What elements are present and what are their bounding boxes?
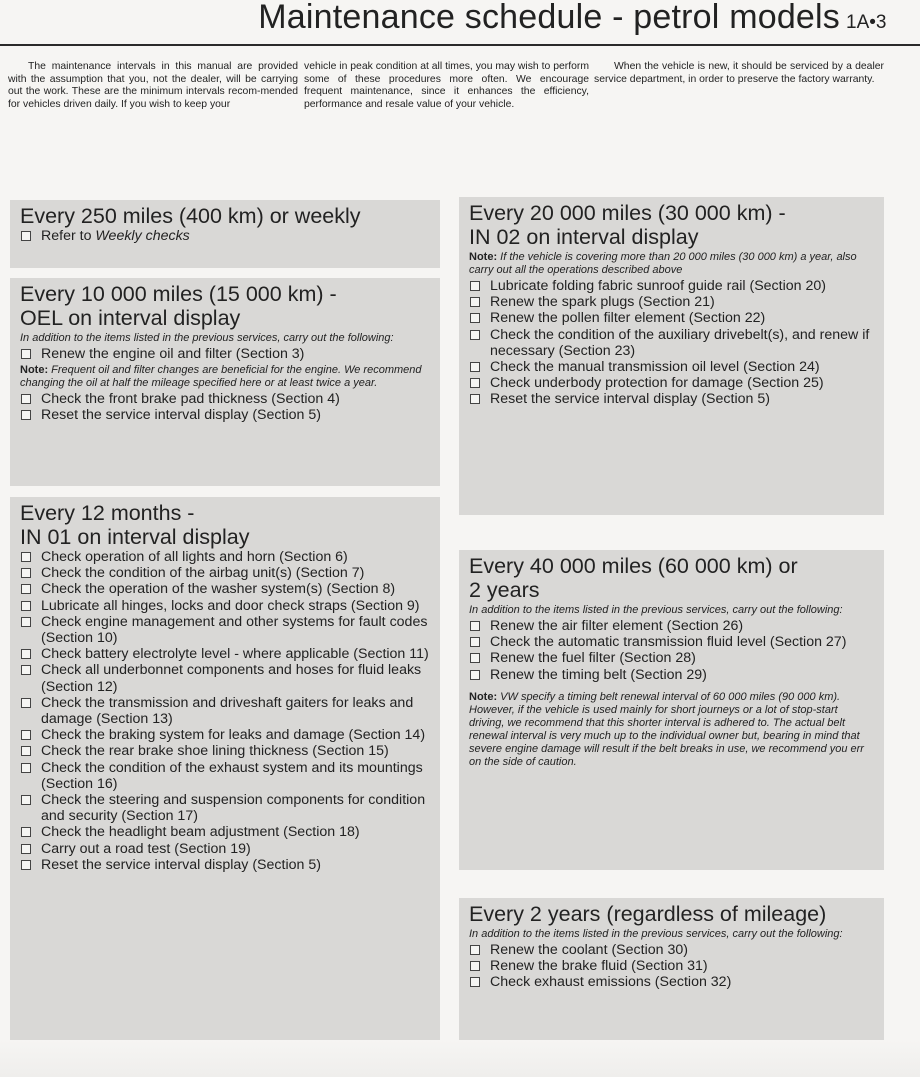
page-header xyxy=(0,0,920,50)
checklist-item-label: Renew the pollen filter element (Section 22) xyxy=(490,310,766,327)
checkbox[interactable] xyxy=(21,860,31,870)
page-number: 1A•3 xyxy=(846,12,887,33)
section-note xyxy=(20,364,432,390)
checkbox[interactable] xyxy=(21,394,31,404)
checklist-item xyxy=(20,662,432,694)
checklist-item xyxy=(20,565,432,581)
intro-column-2 xyxy=(304,61,589,111)
checklist-item-label: Lubricate folding fabric sunroof guide rail (Section 20) xyxy=(490,278,826,294)
note-text: Frequent oil and filter changes are beneficial for the engine. We recommend changing the oil at half the mileage specified here or at least twice a year. xyxy=(20,364,422,390)
checklist-item-label: Check the braking system for leaks and damage (Section 14) xyxy=(41,727,426,744)
section-title-line-1: Every 40 000 miles (60 000 km) or xyxy=(469,554,798,578)
checklist-item-label: Check the condition of the exhaust system and its mountings (Section 16) xyxy=(41,759,423,792)
checklist-item-label: Renew the air filter element (Section 26) xyxy=(490,618,744,634)
checklist-item xyxy=(20,792,432,824)
checkbox[interactable] xyxy=(21,568,31,578)
section-title: Every 250 miles (400 km) or weekly xyxy=(20,204,361,228)
checklist-item xyxy=(469,391,876,407)
checkbox[interactable] xyxy=(470,637,480,647)
intro-text-1: The maintenance intervals in this manual are provided with the assumption that you, not the dealer, will be carrying out the work. These are the minimum intervals recom-mended for vehicles driven daily. If you wish to keep your xyxy=(8,61,298,110)
note-label: Note: xyxy=(20,364,49,377)
section-10000-miles xyxy=(10,278,440,486)
checklist-item-label: Check the transmission and driveshaft gaiters for leaks and damage (Section 13) xyxy=(41,694,414,728)
section-250-miles xyxy=(10,200,440,268)
section-note xyxy=(469,691,876,769)
checklist-item xyxy=(20,581,432,597)
note-label: Note: xyxy=(469,251,498,263)
checkbox[interactable] xyxy=(470,961,480,971)
checkbox[interactable] xyxy=(21,601,31,611)
note-text: If the vehicle is covering more than 20 000 miles (30 000 km) a year, also carry out all the operations described above xyxy=(469,251,857,276)
checkbox[interactable] xyxy=(21,349,31,359)
checkbox[interactable] xyxy=(21,730,31,740)
checklist-item xyxy=(469,667,876,683)
checkbox[interactable] xyxy=(21,649,31,659)
checklist-item xyxy=(469,618,876,634)
checklist-item-label: Lubricate all hinges, locks and door check straps (Section 9) xyxy=(41,597,420,614)
checkbox[interactable] xyxy=(470,297,480,307)
checkbox[interactable] xyxy=(21,795,31,805)
section-title: Every 2 years (regardless of mileage) xyxy=(469,902,827,926)
checklist-item-label: Check the front brake pad thickness (Section 4) xyxy=(41,391,340,408)
section-20000-miles xyxy=(459,197,884,515)
checkbox[interactable] xyxy=(21,617,31,627)
checkbox[interactable] xyxy=(470,621,480,631)
checklist-item-link: Weekly checks xyxy=(95,228,190,244)
checklist-item xyxy=(469,634,876,650)
checklist-item-label: Check the steering and suspension components for condition and security (Section 17) xyxy=(41,792,426,825)
intro-column-1 xyxy=(8,61,298,111)
section-intro: In addition to the items listed in the previous services, carry out the following: xyxy=(469,604,843,616)
checklist-item-label: Check the condition of the airbag unit(s) (Section 7) xyxy=(41,565,365,582)
section-title-line-1: Every 12 months - xyxy=(20,501,195,525)
checkbox[interactable] xyxy=(470,362,480,372)
checklist-item-label: Renew the timing belt (Section 29) xyxy=(490,666,707,683)
checklist-item xyxy=(20,841,432,857)
checklist-item xyxy=(20,727,432,743)
checklist-item xyxy=(20,743,432,759)
checklist-item xyxy=(20,346,432,362)
checklist-item xyxy=(20,407,432,423)
checkbox[interactable] xyxy=(21,665,31,675)
page-bottom xyxy=(0,1040,920,1077)
checklist-item xyxy=(20,760,432,792)
checklist-item xyxy=(469,942,876,958)
checklist-item-label: Check the headlight beam adjustment (Section 18) xyxy=(41,824,360,841)
checklist-item-label: Check the manual transmission oil level (Section 24) xyxy=(490,359,820,376)
section-title-line-2: IN 01 on interval display xyxy=(20,525,250,549)
note-label: Note: xyxy=(469,690,498,703)
checklist-item xyxy=(20,695,432,727)
header-rule xyxy=(0,44,920,46)
note-text: VW specify a timing belt renewal interval of 60 000 miles (90 000 km). However, if the vehicle is used mainly for short journeys or a lot of stop-start driving, we recommend that this shorter interval is adhered to. The actual belt renewal interval is very much up to the individual owner but, bearing in mind that severe engine damage will result if the belt breaks in use, we recommend you err on the side of caution. xyxy=(469,690,864,768)
section-intro: In addition to the items listed in the previous services, carry out the following: xyxy=(20,332,394,344)
checklist-item xyxy=(20,598,432,614)
checkbox[interactable] xyxy=(470,653,480,663)
intro-column-3 xyxy=(594,61,884,86)
checklist-item-label: Check the condition of the auxiliary drivebelt(s), and renew if necessary (Section 23) xyxy=(490,326,870,359)
checklist-item xyxy=(469,375,876,391)
checklist-item xyxy=(20,549,432,565)
checkbox[interactable] xyxy=(21,746,31,756)
checkbox[interactable] xyxy=(21,552,31,562)
checklist-item-label: Carry out a road test (Section 19) xyxy=(41,840,251,857)
page-title: Maintenance schedule - petrol models xyxy=(258,0,840,36)
checklist-item-label: Check exhaust emissions (Section 32) xyxy=(490,974,732,991)
checklist-item-label: Refer to xyxy=(41,228,96,244)
checklist-item-label: Check all underbonnet components and hoses for fluid leaks (Section 12) xyxy=(41,662,422,695)
checklist-item xyxy=(20,857,432,873)
checklist-item-label: Check engine management and other systems for fault codes (Section 10) xyxy=(41,613,428,647)
checkbox[interactable] xyxy=(21,231,31,241)
section-note xyxy=(469,251,876,277)
checklist-item xyxy=(20,614,432,646)
checkbox[interactable] xyxy=(21,763,31,773)
checklist-item xyxy=(469,650,876,666)
checkbox[interactable] xyxy=(21,410,31,420)
section-title-line-2: IN 02 on interval display xyxy=(469,225,699,249)
checkbox[interactable] xyxy=(470,670,480,680)
checklist-item-label: Renew the spark plugs (Section 21) xyxy=(490,294,715,311)
checklist-item xyxy=(469,310,876,326)
checklist-item-label: Renew the engine oil and filter (Section 3) xyxy=(41,346,305,362)
checklist-item-label: Reset the service interval display (Section 5) xyxy=(41,407,321,424)
checklist-item-label: Check the rear brake shoe lining thickness (Section 15) xyxy=(41,743,389,760)
checklist-item-label: Renew the coolant (Section 30) xyxy=(490,942,688,958)
checkbox[interactable] xyxy=(21,827,31,837)
checkbox[interactable] xyxy=(21,698,31,708)
section-title-line-1: Every 20 000 miles (30 000 km) - xyxy=(469,201,786,225)
intro-text-2: vehicle in peak condition at all times, you may wish to perform some of these procedures more often. We encourage frequent maintenance, since it enhances the efficiency, performance and resale value of your vehicle. xyxy=(304,61,589,110)
checklist-item-label: Renew the fuel filter (Section 28) xyxy=(490,650,696,667)
section-title-line-2: 2 years xyxy=(469,578,540,602)
section-title-line-2: OEL on interval display xyxy=(20,306,241,330)
checklist-item-label: Renew the brake fluid (Section 31) xyxy=(490,958,708,975)
checkbox[interactable] xyxy=(470,313,480,323)
checklist-item-label: Reset the service interval display (Section 5) xyxy=(41,856,321,873)
checkbox[interactable] xyxy=(21,844,31,854)
checkbox[interactable] xyxy=(470,977,480,987)
checklist-item-label: Check battery electrolyte level - where applicable (Section 11) xyxy=(41,646,429,663)
intro-text-3: When the vehicle is new, it should be serviced by a dealer service department, in order to preserve the factory warranty. xyxy=(594,61,884,85)
checklist-item xyxy=(20,646,432,662)
section-2-years xyxy=(459,898,884,1042)
section-title-line-1: Every 10 000 miles (15 000 km) - xyxy=(20,282,337,306)
checklist-item xyxy=(469,974,876,990)
checklist-item xyxy=(20,391,432,407)
checklist-item-label: Check the automatic transmission fluid level (Section 27) xyxy=(490,634,847,651)
checkbox[interactable] xyxy=(470,394,480,404)
checklist-item xyxy=(469,278,876,294)
checkbox[interactable] xyxy=(470,378,480,388)
checklist-item xyxy=(469,958,876,974)
checklist-item xyxy=(469,294,876,310)
checklist-item xyxy=(469,327,876,359)
checklist-item xyxy=(20,824,432,840)
checklist-item xyxy=(469,359,876,375)
checklist-item-label: Check the operation of the washer system(s) (Section 8) xyxy=(41,581,396,598)
section-12-months xyxy=(10,497,440,1040)
checkbox[interactable] xyxy=(21,584,31,594)
checkbox[interactable] xyxy=(470,330,480,340)
section-40000-miles xyxy=(459,550,884,870)
checkbox[interactable] xyxy=(470,281,480,291)
checklist-item-label: Reset the service interval display (Section 5) xyxy=(490,391,770,408)
section-intro: In addition to the items listed in the previous services, carry out the following: xyxy=(469,928,843,940)
checklist-item-label: Check operation of all lights and horn (Section 6) xyxy=(41,549,348,565)
checklist-item-label: Check underbody protection for damage (Section 25) xyxy=(490,375,824,392)
checkbox[interactable] xyxy=(470,945,480,955)
checklist-item xyxy=(20,228,432,244)
